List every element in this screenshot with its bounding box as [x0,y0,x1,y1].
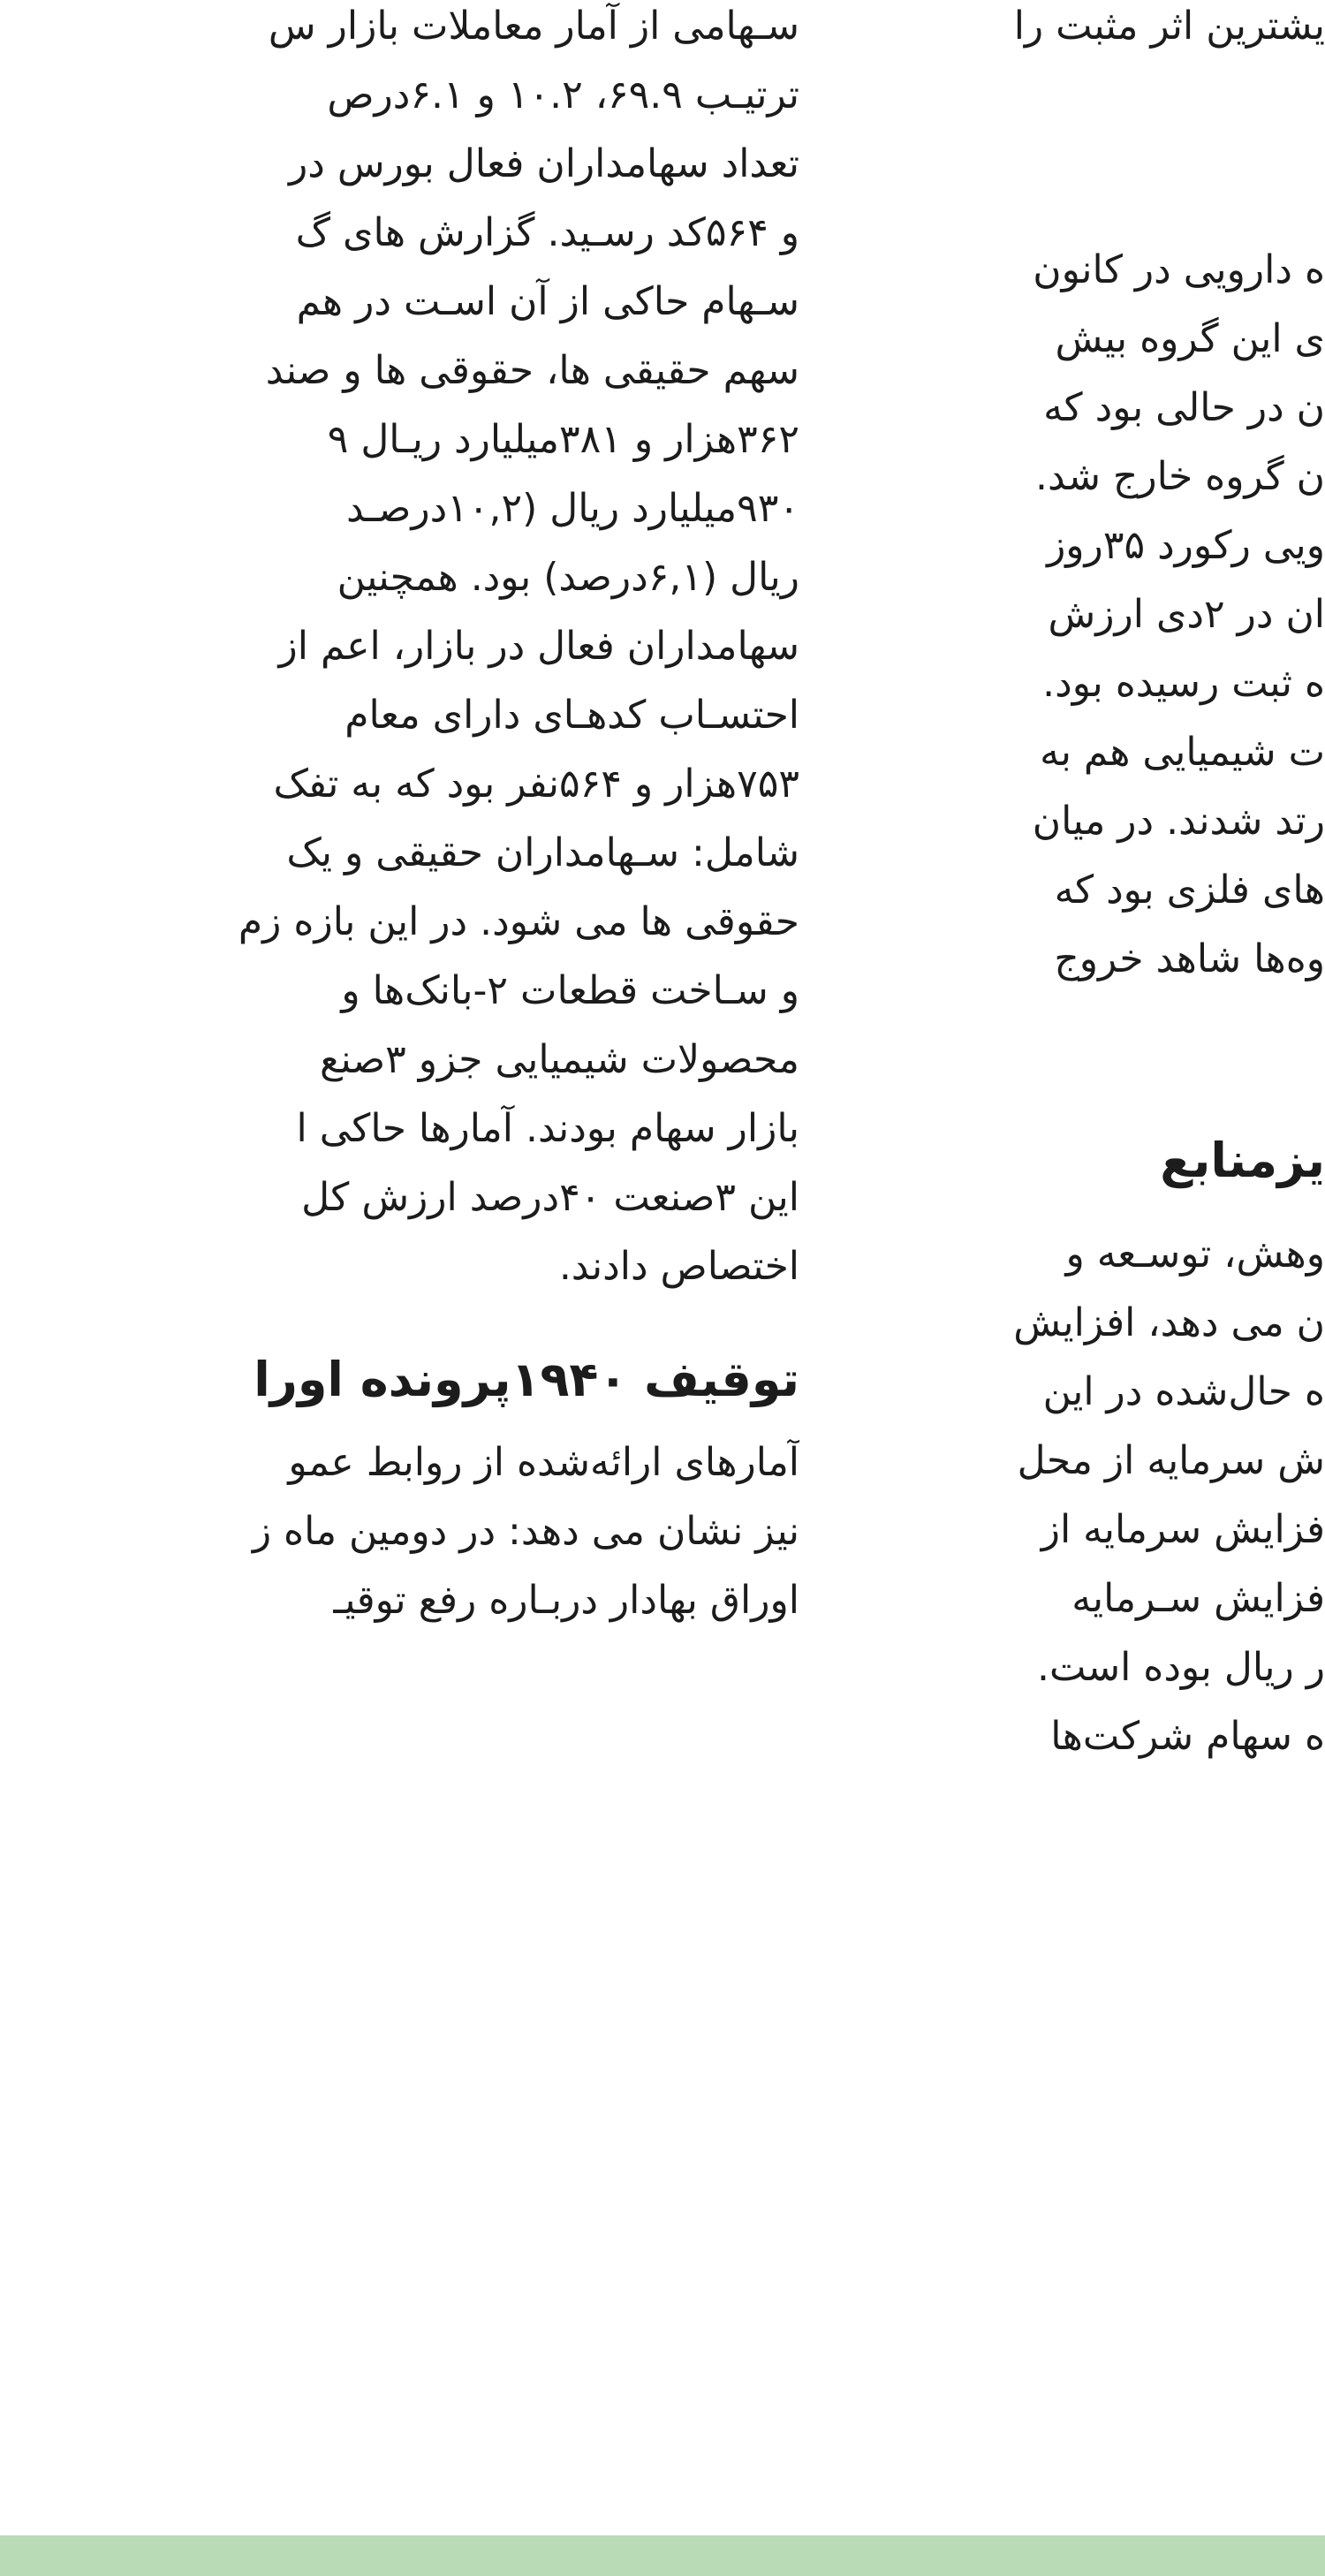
section-heading: توقیف ۱۹۴۰پرونده اورا [254,1352,799,1407]
left-text-line: این ۳صنعت ۴۰درصد ارزش کل [301,1175,799,1220]
left-text-line: و ۵۶۴کد رسـید. گزارش های گ [295,210,799,255]
right-text-line: ه سهام شرکت‌ها [1050,1714,1325,1759]
right-text-line: ن می دهد، افزایش [1013,1300,1325,1345]
right-text-line: ر ریال بوده است. [1037,1645,1325,1690]
left-text-line: ۹۳۰میلیارد ریال (۱۰,۲درصـد [346,486,799,531]
left-text-line: حقوقی ها می شود. در این بازه زم [238,899,799,944]
left-text-line: ۳۶۲هزار و ۳۸۱میلیارد ریـال ۹ [327,417,799,462]
left-text-line: تعداد سهامداران فعال بورس در [289,141,799,186]
right-text-line: یشترین اثر مثبت را [1013,4,1325,49]
footer-color-band [0,2535,1325,2576]
left-text-line: ۷۵۳هزار و ۵۶۴نفر بود که به تفک [273,761,799,807]
right-text-line: وهش، توسـعه و [1065,1231,1325,1277]
left-text-line: محصولات شیمیایی جزو ۳صنع [320,1037,799,1082]
left-text-line: نیز نشان می دهد: در دومین ماه ز [252,1509,799,1554]
left-text-line: شامل: سـهامداران حقیقی و یک [286,830,799,875]
right-text-line: رتد شدند. در میان [1032,799,1325,844]
right-text-line: ن گروه خارج شد. [1034,454,1325,499]
right-text-line: وه‌ها شاهد خروج [1054,936,1325,981]
right-text-line: ه ثبت رسیده بود. [1042,661,1325,706]
left-text-line: سـهامی از آمار معاملات بازار س [268,4,799,49]
right-text-line: های فلزی بود که [1054,868,1325,913]
right-text-line: ه دارویی در کانون [1033,247,1325,292]
right-text-line: ن در حالی بود که [1043,385,1325,430]
right-article-column [861,0,1325,2535]
left-text-line: ترتیـب ۶۹.۹، ۱۰.۲ و ۶.۱درص [327,72,799,117]
left-text-line: سهامداران فعال در بازار، اعم از [278,624,799,669]
column-gutter [799,0,861,2535]
right-text-line: فزایش سرمایه از [1041,1507,1325,1552]
section-heading: یزمنابع [1160,1133,1325,1188]
left-text-line: آمارهای ارائه‌شده از روابط عمو [288,1440,799,1485]
left-text-line: سـهام حاکی از آن اسـت در هم [296,279,799,324]
left-text-line: اوراق بهادار دربـاره رفع توقیـ [333,1578,799,1623]
right-text-line: ویی رکورد ۳۵روز [1047,523,1325,568]
right-text-line: ت شیمیایی هم به [1040,730,1325,775]
left-text-line: اختصاص دادند. [558,1244,799,1289]
right-text-line: ان در ۲دی ارزش [1048,592,1325,637]
left-text-line: احتسـاب کدهـای دارای معام [344,693,799,738]
right-text-line: ش سرمایه از محل [1017,1438,1325,1483]
left-text-line: سهم حقیقی ها، حقوقی ها و صند [265,348,799,393]
left-text-line: بازار سهام بودند. آمارها حاکی ا [296,1106,799,1151]
left-text-line: ریال (۶,۱درصد) بود. همچنین [337,555,799,600]
right-text-line: فزایش سـرمایه [1071,1576,1325,1621]
right-text-line: ی این گروه بیش [1055,316,1325,361]
left-text-line: و سـاخت قطعات ۲-بانک‌ها و [341,968,799,1013]
right-text-line: ه حال‌شده در این [1042,1369,1325,1414]
